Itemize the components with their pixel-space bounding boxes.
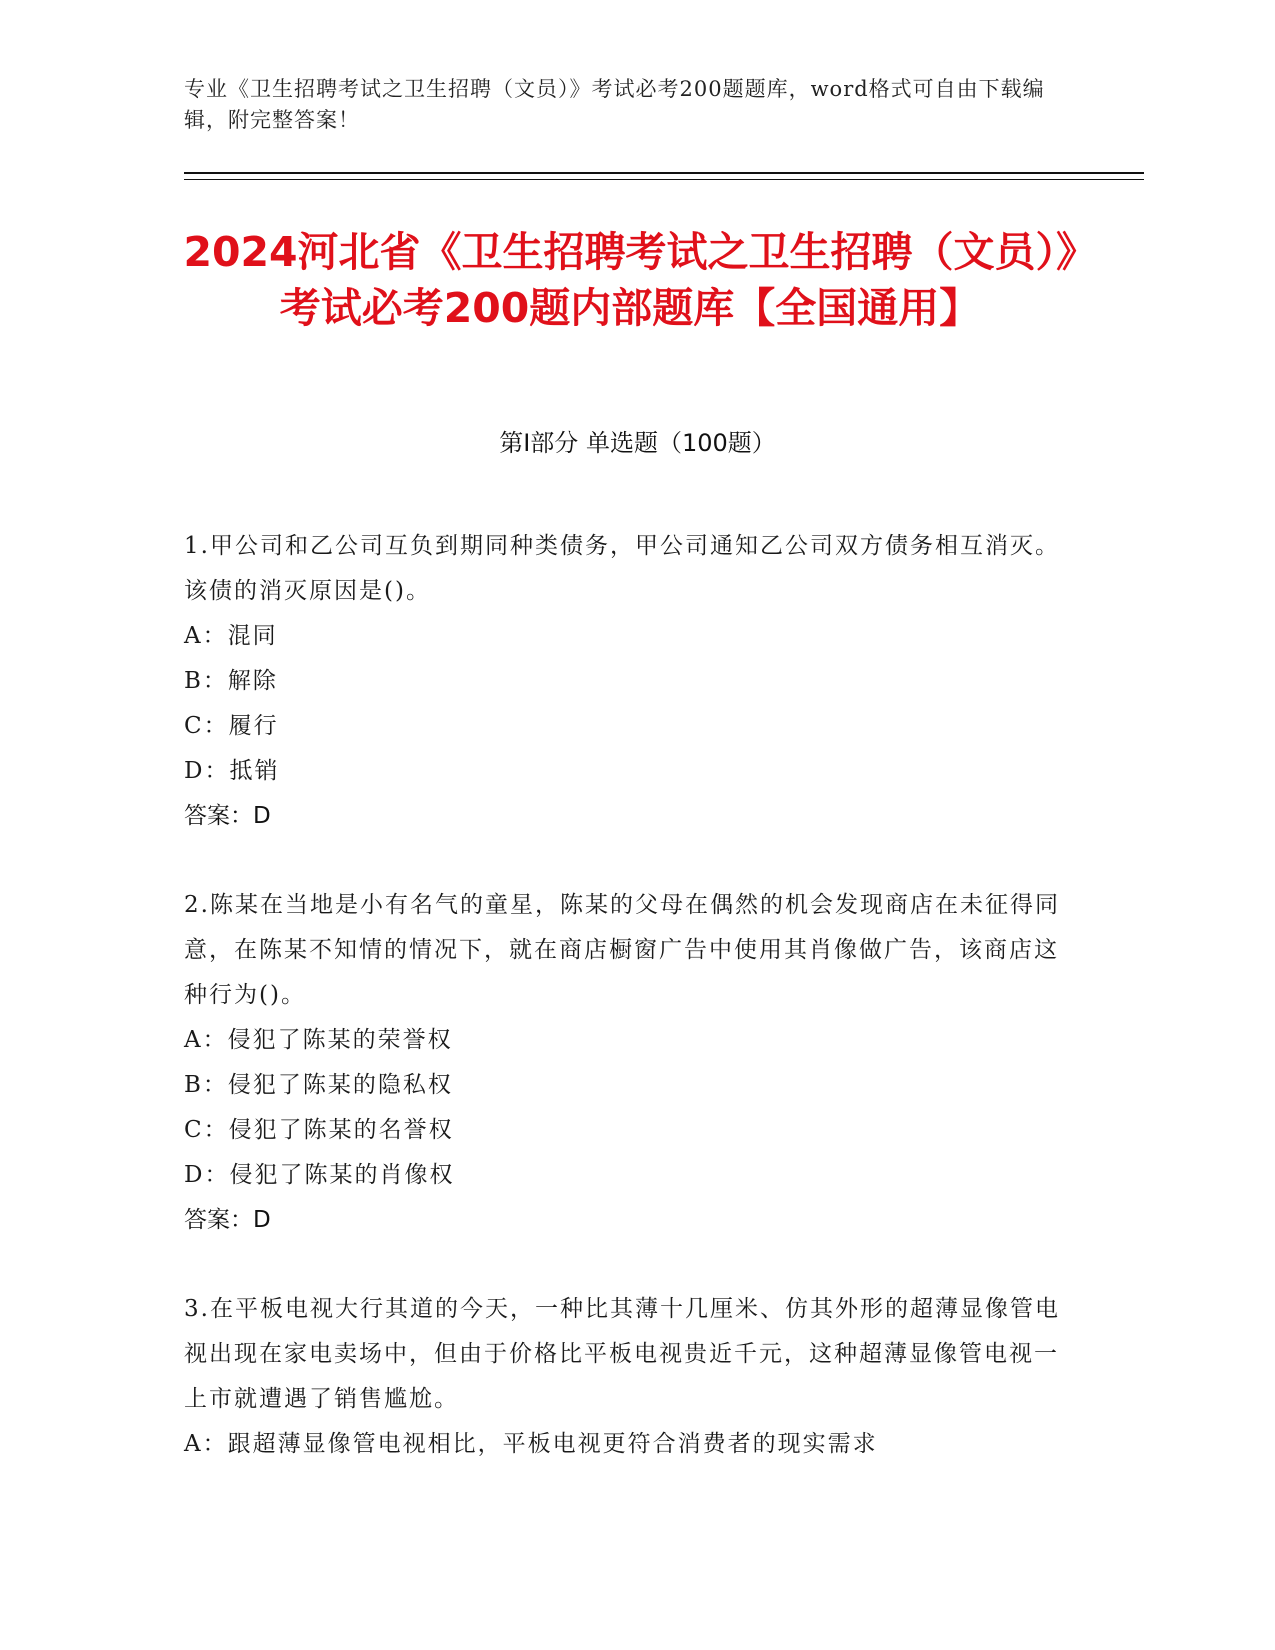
question-stem: 1.甲公司和乙公司互负到期同种类债务，甲公司通知乙公司双方债务相互消灭。该债的消灭原因是()。 xyxy=(184,533,1060,604)
option-d: D：抵销 xyxy=(184,758,280,784)
document-title: 2024河北省《卫生招聘考试之卫生招聘（文员）》考试必考200题内部题库【全国通用】 xyxy=(183,228,1077,332)
option-b: B：侵犯了陈某的隐私权 xyxy=(184,1072,453,1098)
header-divider-thick xyxy=(184,172,1144,174)
question-list xyxy=(184,524,1064,1511)
question-stem: 2.陈某在当地是小有名气的童星，陈某的父母在偶然的机会发现商店在未征得同意，在陈某不知情的情况下，就在商店橱窗广告中使用其肖像做广告，该商店这种行为()。 xyxy=(184,892,1060,1008)
question-stem: 3.在平板电视大行其道的今天，一种比其薄十几厘米、仿其外形的超薄显像管电视出现在家电卖场中，但由于价格比平板电视贵近千元，这种超薄显像管电视一上市就遭遇了销售尴尬。 xyxy=(184,1296,1060,1412)
header-note: 专业《卫生招聘考试之卫生招聘（文员）》考试必考200题题库，word格式可自由下载编辑，附完整答案！ xyxy=(184,77,1045,132)
option-a: A：侵犯了陈某的荣誉权 xyxy=(184,1027,453,1053)
option-c: C：侵犯了陈某的名誉权 xyxy=(184,1117,454,1143)
option-d: D：侵犯了陈某的肖像权 xyxy=(184,1162,455,1188)
header-divider-thin xyxy=(184,179,1144,180)
option-a: A：跟超薄显像管电视相比，平板电视更符合消费者的现实需求 xyxy=(184,1431,878,1457)
question-3 xyxy=(184,1287,1064,1467)
question-2 xyxy=(184,883,1064,1243)
section-title: 第I部分 单选题（100题） xyxy=(499,429,776,457)
option-c: C：履行 xyxy=(184,713,279,739)
question-1 xyxy=(184,524,1064,839)
option-a: A：混同 xyxy=(184,623,278,649)
option-b: B：解除 xyxy=(184,668,278,694)
answer: 答案：D xyxy=(184,1207,271,1233)
answer: 答案：D xyxy=(184,803,271,829)
